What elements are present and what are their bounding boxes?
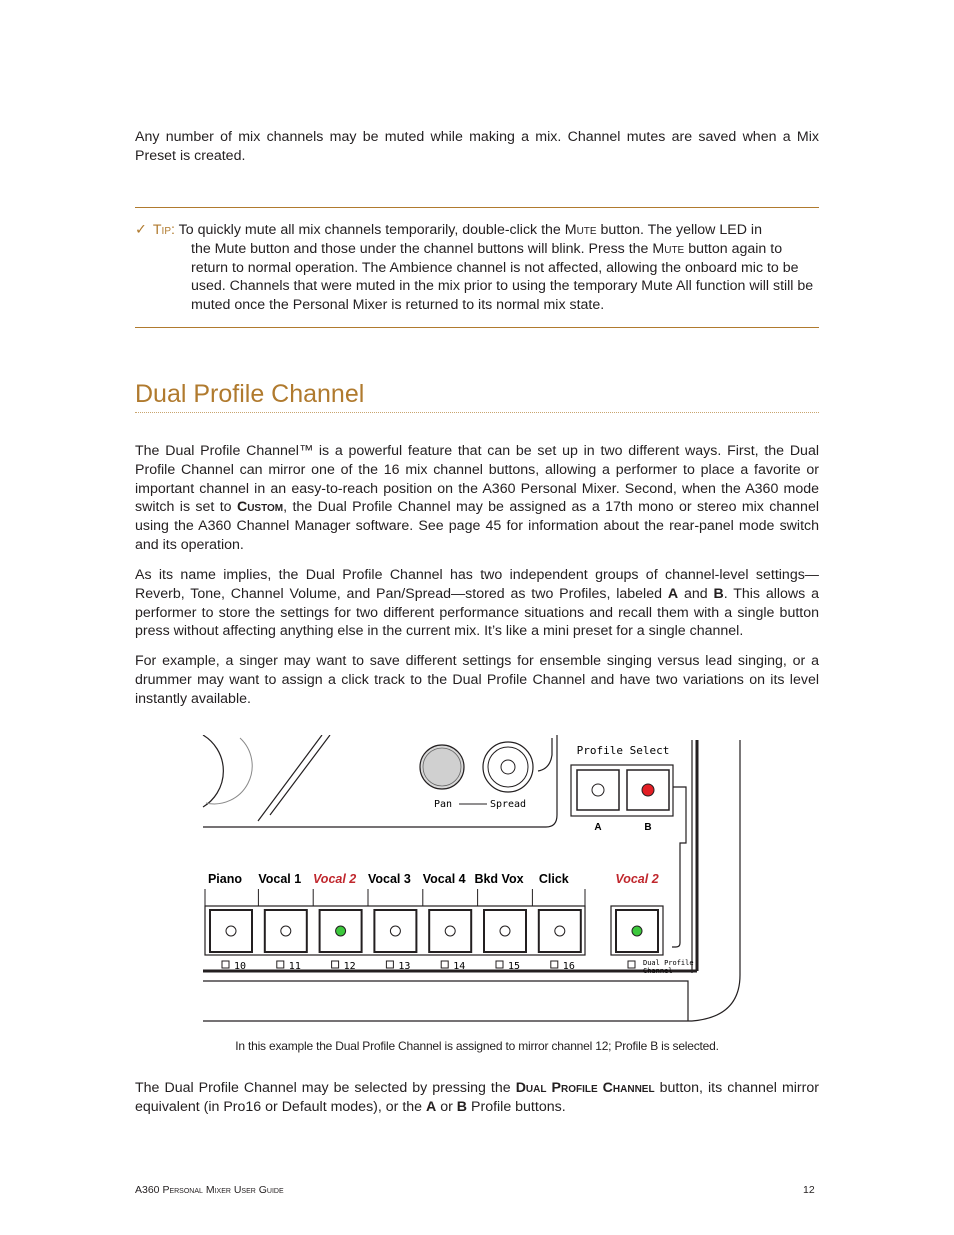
channel-number: 12 — [343, 961, 356, 972]
figure-caption: In this example the Dual Profile Channel is assigned to mirror channel 12; Profile B is selected. — [235, 1039, 719, 1053]
closing-text: or — [440, 1098, 453, 1115]
tip-box — [135, 221, 819, 315]
page-number: 12 — [803, 1184, 815, 1196]
channel-name: Bkd Vox — [474, 872, 524, 886]
closing-text: button, its channel mirror equivalent (in Pro16 or Default modes), or the — [135, 1080, 819, 1115]
channel-led — [226, 926, 236, 936]
p1-text: The Dual Profile Channel™ is a powerful feature that can be set up in two different ways. First, the Dual Profile Channel can mirror one of the 16 mix channel buttons, allowing a performer to place a favorite or important channel in an easy-to-reach position on the A360 Personal Mixer. Second, when the A360 mode switch is set to — [135, 443, 819, 516]
channel-mute-led — [551, 961, 558, 968]
channel-number: 16 — [562, 961, 575, 972]
tip-bottom-rule — [135, 327, 819, 328]
panel-line — [258, 735, 322, 821]
pan-label: Pan — [433, 799, 453, 810]
connector-line — [672, 787, 686, 947]
footer-guide-name: Personal Mixer User Guide — [162, 1184, 284, 1196]
channel-led — [500, 926, 510, 936]
p2-text: . This allows a performer to store the settings for two different performance situations and recall them with a single button press without affecting anything else in the current mix. It’s like a mini preset for a single channel. — [135, 585, 819, 640]
profile-a-label: A — [594, 822, 602, 833]
volume-knob-ring — [206, 738, 252, 804]
dual-label-line2: Channel — [643, 967, 673, 975]
dual-label-line1: Dual Profile — [643, 959, 694, 967]
profile-b-led — [642, 784, 654, 796]
closing-paragraph — [135, 1079, 819, 1117]
paragraph-2 — [135, 566, 819, 641]
channel-number: 10 — [234, 961, 247, 972]
channel-number: 13 — [398, 961, 411, 972]
channel-number: 14 — [453, 961, 466, 972]
tip-text: to return to normal operation. The Ambience channel is not affected, allowing the onboard mic to be used. Channels that were muted in the mix prior to using the temporary Mute All function will still be muted once the Personal Mixer is returned to its normal mix state. — [191, 240, 814, 314]
volume-knob-edge — [203, 735, 223, 807]
channel-led — [555, 926, 565, 936]
paragraph-1 — [135, 442, 819, 555]
channel-name: Vocal 4 — [422, 872, 466, 886]
p1-text: , the Dual Profile Channel may be assigned as a 17th mono or stereo mix channel using the A360 Channel Manager software. See page 45 for information about the rear-panel mode switch and its operation. — [135, 499, 819, 553]
footer-title — [135, 1184, 284, 1196]
mute-word: Mute — [652, 240, 685, 257]
channel-led — [390, 926, 400, 936]
tip-body — [135, 240, 819, 315]
dual-profile-led — [632, 926, 642, 936]
channel-mute-led — [496, 961, 503, 968]
profile-b-word: B — [713, 585, 724, 602]
tip-text: To quickly mute all mix channels temporarily, double-click the — [178, 222, 561, 238]
pan-knob-face — [423, 748, 461, 786]
mute-word: Mute — [564, 222, 597, 238]
dual-mute-led — [628, 961, 635, 968]
dual-profile-channel-word: Dual Profile Channel — [515, 1080, 655, 1096]
footer-model: A360 — [135, 1184, 160, 1196]
channel-name: Vocal 1 — [258, 872, 302, 886]
channel-led — [281, 926, 291, 936]
intro-paragraph: Any number of mix channels may be muted while making a mix. Channel mutes are saved when a Mix Preset is created. — [135, 129, 819, 164]
closing-text: The Dual Profile Channel may be selected by pressing the — [135, 1080, 511, 1096]
channel-led — [445, 926, 455, 936]
channel-mute-led — [386, 961, 393, 968]
tip-first-line — [135, 221, 819, 240]
custom-word: Custom — [236, 499, 284, 516]
panel-line — [270, 735, 330, 815]
channel-buttons — [205, 872, 585, 972]
profile-b-label: B — [644, 822, 652, 833]
p2-text: and — [683, 585, 708, 602]
closing-a-word: A — [426, 1098, 437, 1115]
channel-mute-led — [277, 961, 284, 968]
channel-number: 11 — [288, 961, 301, 972]
p2-text: As its name implies, the Dual Profile Channel has two independent groups of channel-level settings—Reverb, Tone, Channel Volume, and Pan/Spread—stored as two Profiles, labeled — [135, 567, 819, 602]
tip-top-rule — [135, 207, 819, 208]
checkmark-icon: ✓ — [135, 222, 147, 238]
channel-name: Vocal 3 — [367, 872, 411, 886]
profile-select-label: Profile Select — [576, 744, 670, 757]
paragraph-3: For example, a singer may want to save different settings for ensemble singing versus lead singing, or a drummer may want to assign a click track to the Dual Profile Channel and have two variations on its level instantly available. — [135, 653, 819, 707]
closing-text: Profile buttons. — [471, 1098, 566, 1115]
channel-number: 15 — [508, 961, 521, 972]
closing-b-word: B — [456, 1098, 468, 1115]
spread-label: Spread — [489, 799, 527, 810]
tip-text: button. The yellow LED in — [600, 222, 762, 238]
section-heading: Dual Profile Channel — [135, 380, 365, 408]
channel-mute-led — [441, 961, 448, 968]
dual-channel-name: Vocal 2 — [615, 872, 659, 886]
tip-text: button again — [688, 240, 767, 257]
channel-name: Click — [538, 872, 569, 886]
tip-text: the Mute button and those under the channel buttons will blink. Press the — [191, 240, 649, 257]
heading-underline — [135, 412, 819, 413]
channel-mute-led — [222, 961, 229, 968]
channel-name: Vocal 2 — [312, 872, 357, 886]
panel-line — [538, 738, 552, 771]
tip-label: Tip: — [152, 222, 175, 238]
spread-knob-center — [501, 760, 515, 774]
profile-a-led — [592, 784, 604, 796]
profile-a-word: A — [667, 585, 679, 602]
housing-edge — [203, 981, 688, 1021]
housing-corner — [692, 975, 740, 1021]
channel-separators — [258, 889, 532, 906]
channel-led — [336, 926, 346, 936]
channel-mute-led — [332, 961, 339, 968]
channel-name: Piano — [207, 872, 243, 886]
mixer-diagram — [200, 735, 745, 1025]
